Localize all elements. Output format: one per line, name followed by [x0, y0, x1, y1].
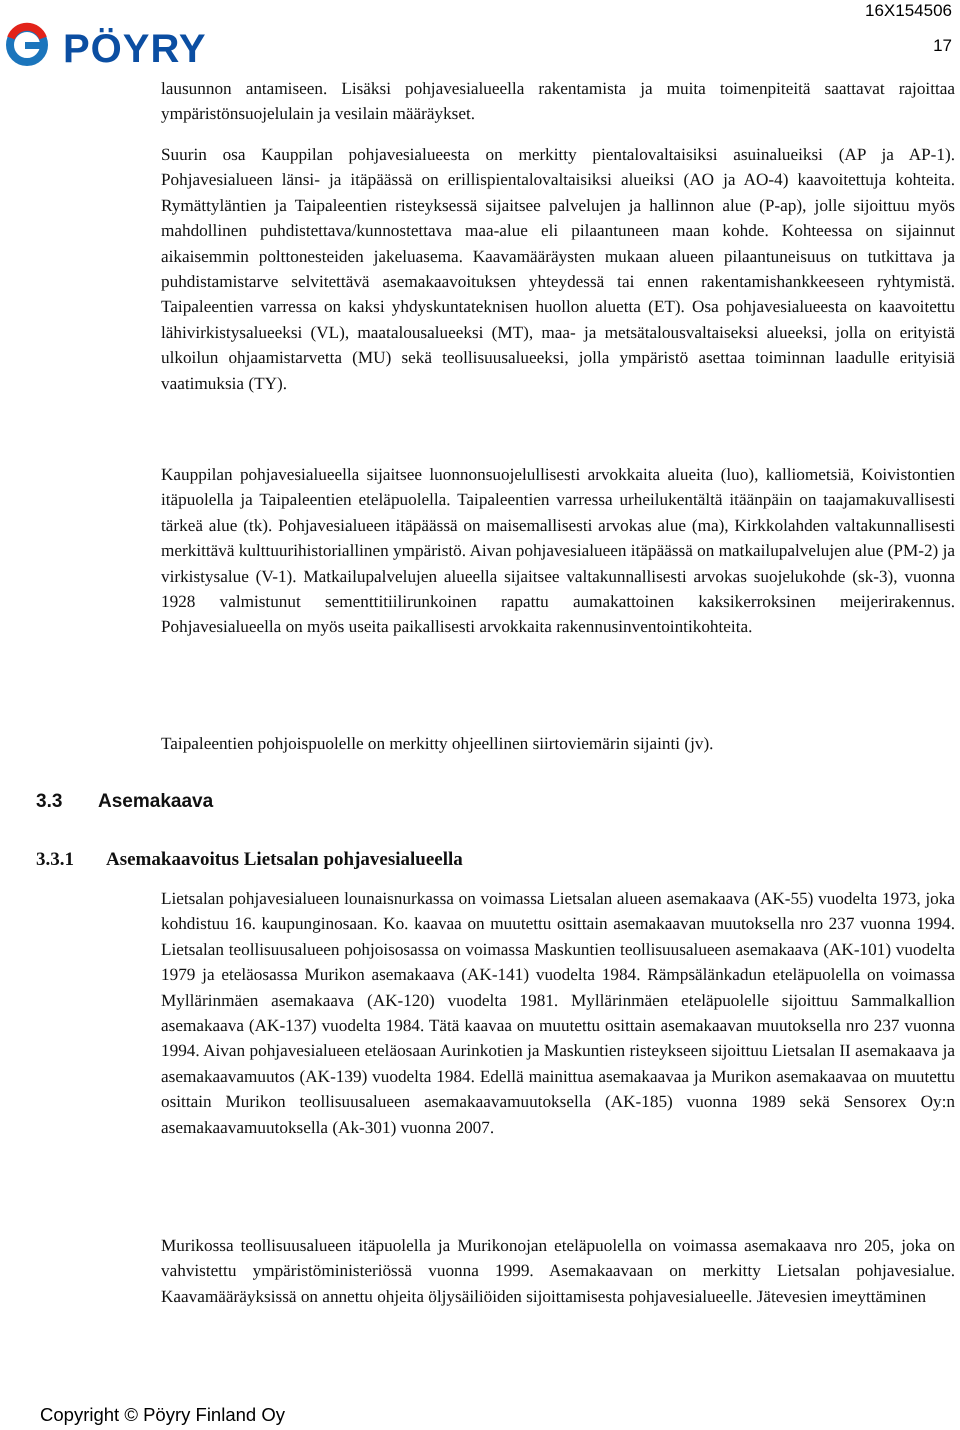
section-heading: [36, 791, 213, 813]
page-number: 17: [933, 36, 952, 55]
logo-wordmark: PÖYRY: [63, 27, 207, 68]
paragraph-5: Lietsalan pohjavesialueen lounaisnurkassa on voimassa Lietsalan alueen asemakaava (AK-55) vuodelta 1973, joka kohdistuu 16. kaupunginosaan. Ko. kaavaa on muutettu osittain asemakaavan muutoksella nro 237 vuonna 1994. Lietsalan teollisuusalueen pohjoisosassa on voimassa Maskuntien teollisuusalueen asemakaava (AK-101) vuodelta 1979 ja eteläosassa Murikon asemakaava (AK-141) vuodelta 1984. Rämpsälänkadun eteläpuolella on voimassa Myllärinmäen asemakaava (AK-120) vuodelta 1981. Myllärinmäen eteläpuolelle sijoittuu Sammalkallion asemakaava (AK-137) vuodelta 1984. Tätä kaavaa on muutettu osittain asemakaavan muutoksella nro 237 vuonna 1994. Aivan pohjavesialueen eteläosaan Aurinkotien ja Maskuntien risteykseen sijoittuu Lietsalan II asemakaava ja asemakaavamuutos (AK-139) vuodelta 1984. Edellä mainittua asemakaavaa ja Murikon asemakaavaa on muutettu osittain Murikon teollisuusalueen asemakaavamuutoksella (AK-185) vuonna 1989 sekä Sensorex Oy:n asemakaavamuutoksella (Ak-301) vuonna 2007.: [161, 889, 955, 1137]
paragraph-2: Suurin osa Kauppilan pohjavesialueesta on merkitty pientalovaltaisiksi asuinalueiksi (AP ja AP-1). Pohjavesialueen länsi- ja itäpäässä on erillispientalovaltaisiksi alueiksi (AO ja AO-4) kaavoitettuja kohteita. Rymättyläntien ja Taipaleentien risteyksessä sijaitsee palvelujen ja hallinnon alue (P-ap), jolle sijoittuu myös mahdollinen puhdistettava/kunnostettava maa-alue eli pilaantuneen maan kohde. Kohteessa on sijainnut aikaisemmin polttonesteiden jakeluasema. Kaavamääräysten mukaan alueen pilaantuneisuus on tutkittava ja puhdistamistarve selvitettävä asemakaavoituksen yhteydessä tai ennen rakentamishankkeeseen ryhtymistä. Taipaleentien varressa on kaksi yhdyskuntateknisen huollon aluetta (ET). Osa pohjavesialueesta on kaavoitettu lähivirkistysalueeksi (VL), maatalousalueeksi (MT), maa- ja metsätalousvaltaiseksi alueeksi, jolla on erityistä ulkoilun ohjaamistarvetta (MU) sekä teollisuusalueeksi, jolla ympäristö asettaa toiminnan laadulle erityisiä vaatimuksia (TY).: [161, 145, 955, 393]
section-number: 3.3: [36, 791, 63, 812]
paragraph-1: lausunnon antamiseen. Lisäksi pohjavesialueella rakentamista ja muita toimenpiteitä saattavat rajoittaa ympäristönsuojelulain ja vesilain määräykset.: [161, 79, 955, 124]
poyry-logo: [3, 22, 253, 68]
paragraph-4: Taipaleentien pohjoispuolelle on merkitty ohjeellinen siirtoviemärin sijainti (jv).: [161, 734, 714, 753]
paragraph-3: Kauppilan pohjavesialueella sijaitsee luonnonsuojelullisesti arvokkaita alueita (luo), kalliometsiä, Koivistontien itäpuolella ja Taipaleentien eteläpuolella. Taipaleentien varressa urheilukentältä itäänpäin on taajamakuvallisesti tärkeä alue (tk). Pohjavesialueen itäpäässä on maisemallisesti arvokas alue (ma), Kirkkolahden valtakunnallisesti merkittävä kulttuurihistoriallinen ympäristö. Aivan pohjavesialueen itäpäässä on matkailupalvelujen alue (PM-2) ja virkistysalue (V-1). Matkailupalvelujen alueella sijaitsee valtakunnallisesti arvokas suojelukohde (sk-3), vuonna 1928 valmistunut sementtitiilirunkoinen rapattu aumakattoinen kaksikerroksinen meijerirakennus. Pohjavesialueella on myös useita paikallisesti arvokkaita rakennusinventointikohteita.: [161, 465, 955, 637]
subsection-number: 3.3.1: [36, 849, 74, 870]
subsection-title: Asemakaavoitus Lietsalan pohjavesialueella: [106, 849, 463, 870]
paragraph-6: Murikossa teollisuusalueen itäpuolella ja Murikonojan eteläpuolella on voimassa asemakaava nro 205, joka on vahvistettu ympäristöministeriössä vuonna 1999. Asemakaavaan on merkitty Lietsalan pohjavesialue. Kaavamääräyksissä on annettu ohjeita öljysäiliöiden sijoittamisesta pohjavesialueelle. Jätevesien imeyttäminen: [161, 1236, 955, 1306]
section-title: Asemakaava: [98, 791, 214, 812]
document-id: 16X154506: [865, 1, 952, 20]
subsection-heading: [36, 849, 463, 871]
logo-ring-icon: [10, 27, 47, 62]
footer-copyright: Copyright © Pöyry Finland Oy: [40, 1404, 285, 1425]
